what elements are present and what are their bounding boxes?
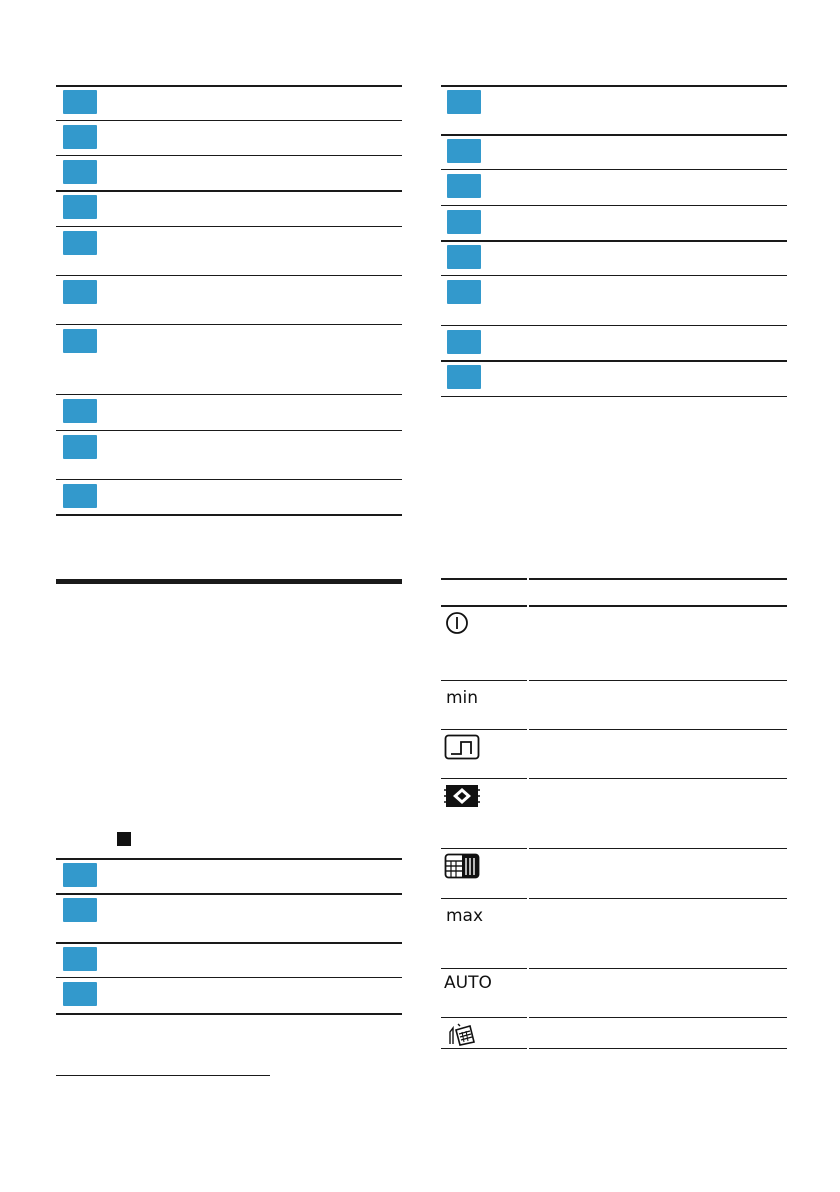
table-rule bbox=[529, 680, 787, 681]
blue-badge bbox=[63, 484, 97, 508]
table-rule bbox=[441, 778, 527, 779]
blue-badge bbox=[447, 245, 481, 269]
section-heading-rule bbox=[56, 579, 402, 584]
blue-badge bbox=[63, 329, 97, 353]
grid-rack-icon bbox=[444, 853, 480, 879]
auto-symbol-label: AUTO bbox=[444, 973, 492, 993]
table-rule bbox=[56, 120, 402, 121]
table-rule bbox=[56, 514, 402, 516]
table-rule bbox=[441, 134, 787, 136]
table-rule bbox=[56, 430, 402, 431]
blue-badge bbox=[63, 898, 97, 922]
table-rule bbox=[56, 155, 402, 156]
table-header-rule bbox=[441, 578, 527, 580]
table-rule bbox=[56, 1013, 402, 1015]
table-rule bbox=[529, 968, 787, 969]
blue-badge bbox=[63, 435, 97, 459]
table-rule bbox=[56, 394, 402, 395]
table-header-rule bbox=[529, 578, 787, 580]
table-rule bbox=[529, 1048, 787, 1049]
blue-badge bbox=[447, 90, 481, 114]
blue-badge bbox=[447, 174, 481, 198]
table-rule bbox=[441, 169, 787, 170]
table-rule bbox=[529, 1017, 787, 1018]
blue-badge bbox=[63, 160, 97, 184]
diamond-icon bbox=[444, 783, 480, 809]
detergent-icon bbox=[444, 1022, 478, 1046]
table-rule bbox=[441, 1048, 527, 1049]
table-rule bbox=[441, 360, 787, 362]
table-rule bbox=[529, 848, 787, 849]
blue-badge bbox=[63, 125, 97, 149]
table-rule bbox=[441, 1017, 527, 1018]
table-rule bbox=[441, 848, 527, 849]
blue-badge bbox=[63, 231, 97, 255]
table-rule bbox=[441, 275, 787, 276]
blue-badge bbox=[447, 365, 481, 389]
min-symbol-label: min bbox=[446, 688, 479, 708]
table-rule bbox=[441, 680, 527, 681]
black-square-marker bbox=[117, 832, 131, 846]
table-rule bbox=[441, 898, 527, 899]
table-rule bbox=[441, 240, 787, 242]
table-rule bbox=[441, 85, 787, 87]
table-rule bbox=[56, 893, 402, 895]
table-rule bbox=[56, 324, 402, 325]
table-rule bbox=[56, 977, 402, 978]
intensive-zone-icon bbox=[444, 734, 480, 760]
blue-badge bbox=[447, 330, 481, 354]
blue-badge bbox=[63, 399, 97, 423]
table-rule bbox=[529, 778, 787, 779]
blue-badge bbox=[63, 947, 97, 971]
blue-badge bbox=[63, 982, 97, 1006]
max-symbol-label: max bbox=[446, 906, 484, 926]
blue-badge bbox=[447, 139, 481, 163]
blue-badge bbox=[447, 210, 481, 234]
table-rule bbox=[56, 190, 402, 192]
table-rule bbox=[56, 479, 402, 480]
table-rule bbox=[56, 942, 402, 944]
table-rule bbox=[441, 205, 787, 206]
blue-badge bbox=[63, 863, 97, 887]
footnote-rule bbox=[56, 1075, 270, 1076]
table-rule bbox=[529, 605, 787, 607]
table-rule bbox=[56, 858, 402, 860]
blue-badge bbox=[63, 195, 97, 219]
table-rule bbox=[529, 729, 787, 730]
table-rule bbox=[56, 226, 402, 227]
power-icon bbox=[444, 610, 470, 636]
table-rule bbox=[56, 85, 402, 87]
blue-badge bbox=[447, 280, 481, 304]
table-rule bbox=[441, 729, 527, 730]
table-rule bbox=[56, 275, 402, 276]
table-rule bbox=[441, 396, 787, 397]
table-rule bbox=[529, 898, 787, 899]
table-rule bbox=[441, 325, 787, 326]
blue-badge bbox=[63, 280, 97, 304]
table-rule bbox=[441, 968, 527, 969]
table-rule bbox=[441, 605, 527, 607]
blue-badge bbox=[63, 90, 97, 114]
